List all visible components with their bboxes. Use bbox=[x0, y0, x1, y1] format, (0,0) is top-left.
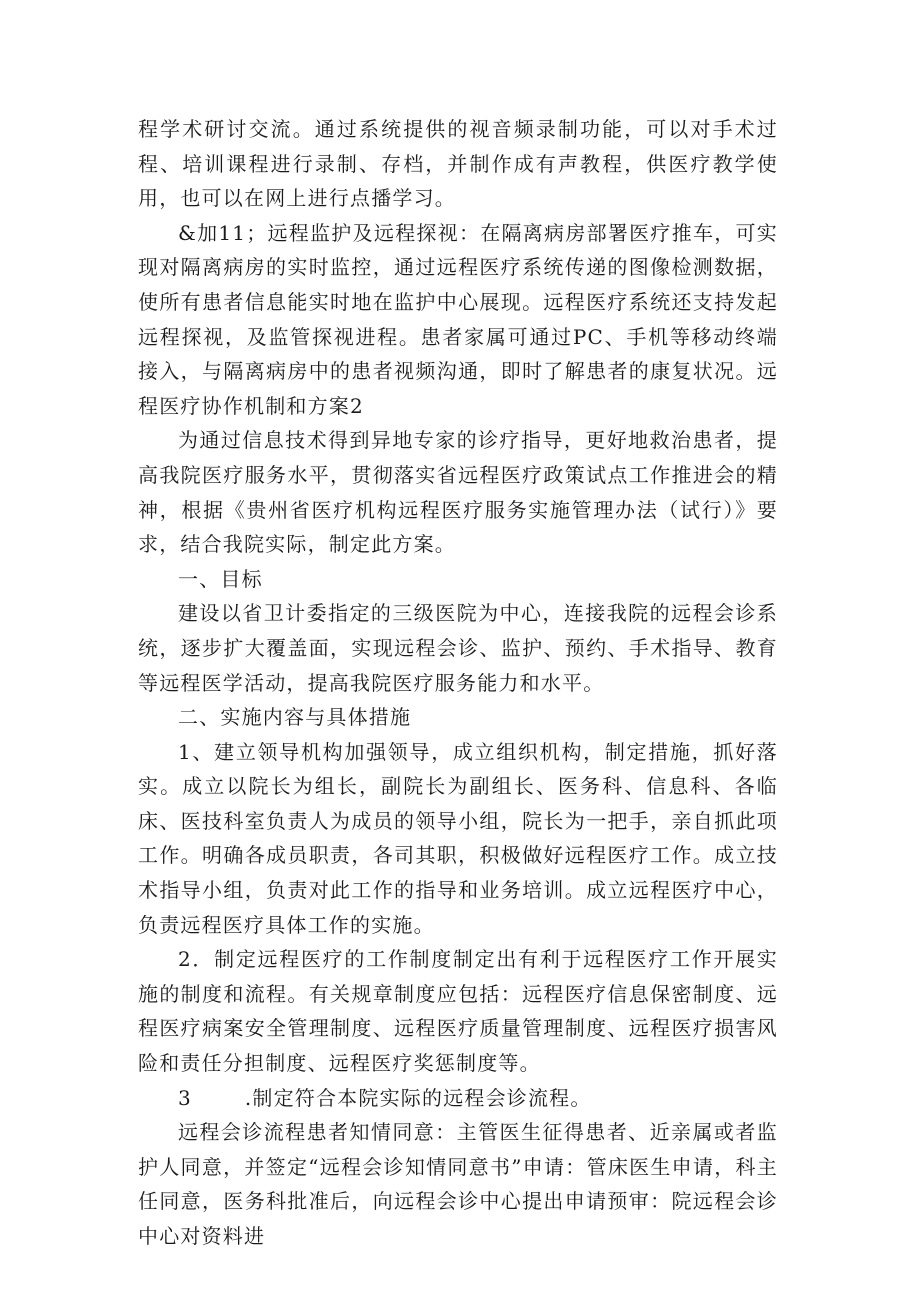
paragraph-plan-intro: 为通过信息技术得到异地专家的诊疗指导，更好地救治患者，提高我院医疗服务水平，贯彻落实省远程医疗政策试点工作推进会的精神，根据《贵州省医疗机构远程医疗服务实施管理办法（试行）》要求，结合我院实际，制定此方案。 bbox=[138, 428, 778, 557]
document-body bbox=[138, 112, 778, 1254]
paragraph-training-recording: 程学术研讨交流。通过系统提供的视音频录制功能，可以对手术过程、培训课程进行录制、存档，并制作成有声教程，供医疗教学使用，也可以在网上进行点播学习。 bbox=[138, 117, 778, 211]
paragraph-item-2-rules: 2．制定远程医疗的工作制度制定出有利于远程医疗工作开展实施的制度和流程。有关规章制度应包括：远程医疗信息保密制度、远程医疗病案安全管理制度、远程医疗质量管理制度、远程医疗损害风险和责任分担制度、远程医疗奖惩制度等。 bbox=[138, 947, 778, 1076]
paragraph-item-1-leadership: 1、建立领导机构加强领导，成立组织机构，制定措施，抓好落实。成立以院长为组长，副院长为副组长、医务科、信息科、各临床、医技科室负责人为成员的领导小组，院长为一把手，亲自抓此项工作。明确各成员职责，各司其职，积极做好远程医疗工作。成立技术指导小组，负责对此工作的指导和业务培训。成立远程医疗中心，负责远程医疗具体工作的实施。 bbox=[138, 739, 778, 937]
paragraph-remote-monitoring: &加11；远程监护及远程探视：在隔离病房部署医疗推车，可实现对隔离病房的实时监控，通过远程医疗系统传递的图像检测数据，使所有患者信息能实时地在监护中心展现。远程医疗系统还支持发起远程探视，及监管探视进程。患者家属可通过PC、手机等移动终端接入，与隔离病房中的患者视频沟通，即时了解患者的康复状况。远程医疗协作机制和方案2 bbox=[138, 220, 778, 418]
paragraph-goals: 建设以省卫计委指定的三级医院为中心，连接我院的远程会诊系统，逐步扩大覆盖面，实现远程会诊、监护、预约、手术指导、教育等远程医学活动，提高我院医疗服务能力和水平。 bbox=[138, 601, 778, 695]
section-heading-implementation: 二、实施内容与具体措施 bbox=[178, 705, 412, 730]
paragraph-item-3-process: 3 .制定符合本院实际的远程会诊流程。 bbox=[178, 1085, 592, 1110]
paragraph-consultation-process: 远程会诊流程患者知情同意：主管医生征得患者、近亲属或者监护人同意，并签定“远程会诊知情同意书”申请：管床医生申请，科主任同意，医务科批准后，向远程会诊中心提出申请预审：院远程会诊中心对资料进 bbox=[138, 1120, 778, 1248]
section-heading-goals: 一、目标 bbox=[178, 566, 263, 591]
